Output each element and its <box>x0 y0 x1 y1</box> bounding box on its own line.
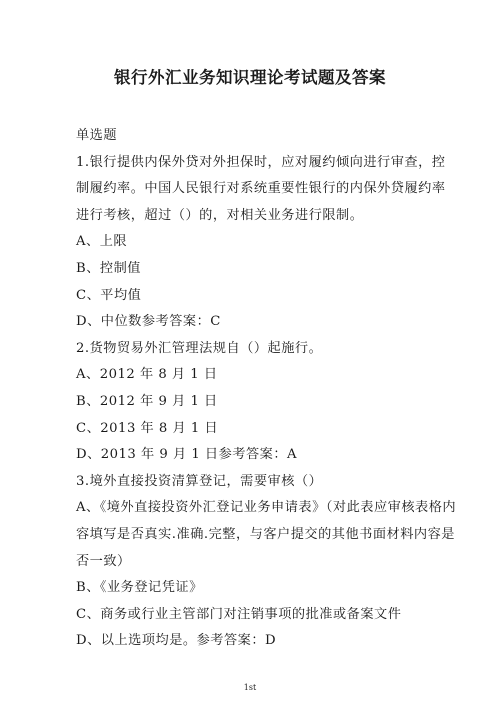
section-label: 单选题 <box>76 128 118 143</box>
option-b: B、《业务登记凭证》 <box>76 580 203 596</box>
question-2 <box>76 336 436 469</box>
option-c: C、商务或行业主管部门对注销事项的批准或备案文件 <box>76 606 402 622</box>
option-a: A、2012 年 8 月 1 日 <box>76 367 218 383</box>
option-c: C、平均值 <box>76 287 142 303</box>
question-text-line: 进行考核，超过（）的，对相关业务进行限制。 <box>76 207 364 223</box>
option-c: C、2013 年 8 月 1 日 <box>76 420 219 436</box>
question-text-line: 1.银行提供内保外贷对外担保时，应对履约倾向进行审查，控 <box>76 154 446 170</box>
page-number: 1st <box>243 683 257 692</box>
option-a: A、《境外直接投资外汇登记业务申请表》（对此表应审核表格内 <box>76 500 457 516</box>
question-text-line: 制履约率。中国人民银行对系统重要性银行的内保外贷履约率 <box>76 181 446 197</box>
page-title: 银行外汇业务知识理论考试题及答案 <box>114 68 386 87</box>
option-d-with-answer: D、2013 年 9 月 1 日参考答案：A <box>76 447 298 463</box>
option-a: A、上限 <box>76 234 128 250</box>
question-3 <box>76 469 457 655</box>
option-d-with-answer: D、中位数参考答案：C <box>76 314 221 330</box>
question-1 <box>76 150 446 336</box>
question-text-line: 2.货物贸易外汇管理法规自（）起施行。 <box>76 340 323 356</box>
document-body <box>76 123 457 655</box>
option-d-with-answer: D、以上选项均是。参考答案：D <box>76 633 277 649</box>
option-b: B、2012 年 9 月 1 日 <box>76 393 218 409</box>
option-a-continued: 容填写是否真实.准确.完整，与客户提交的其他书面材料内容是 <box>76 526 455 542</box>
question-text-line: 3.境外直接投资清算登记，需要审核（） <box>76 473 323 489</box>
option-b: B、控制值 <box>76 260 141 276</box>
option-a-continued: 否一致） <box>76 553 131 569</box>
